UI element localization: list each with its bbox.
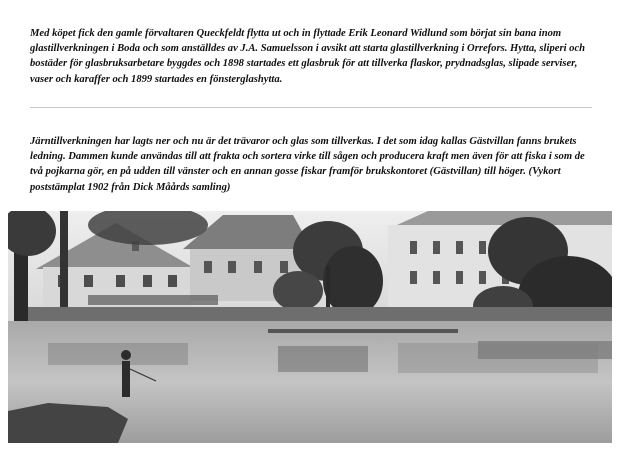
postcard-illustration: [8, 211, 612, 443]
shoreline: [28, 307, 612, 321]
intro-paragraph: Med köpet fick den gamle förvaltaren Queckfeldt flytta ut och in flyttade Erik Leonard Widlund som börjat sin bana inom glastillverkningen i Boda och som anställdes av J.A. Samuelsson i avsikt att starta glastillverkning i Orrefors. Hytta, sliperi och bostäder för glasbruksarbetare byggdes och 1898 startades ett glasbruk för att tillverka flaskor, prydnadsglas, slipade serviser, vaser och karaffer och 1899 startades en fönsterglashytta.: [30, 28, 586, 85]
section-divider: [30, 107, 592, 108]
caption-paragraph: Järntillverkningen har lagts ner och nu är det trävaror och glas som tillverkas. I det som idag kallas Gästvillan fanns brukets ledning. Dammen kunde användas till att frakta och sortera virke till sågen och producera kraft men även för att fiska i som de två pojkarna gör, en på udden till vänster och en annan gosse fiskar framför brukskontoret (Gästvillan) till höger. (Vykort poststämplat 1902 från Dick Måårds samling): [30, 136, 585, 193]
historic-postcard-photo: [8, 211, 612, 443]
